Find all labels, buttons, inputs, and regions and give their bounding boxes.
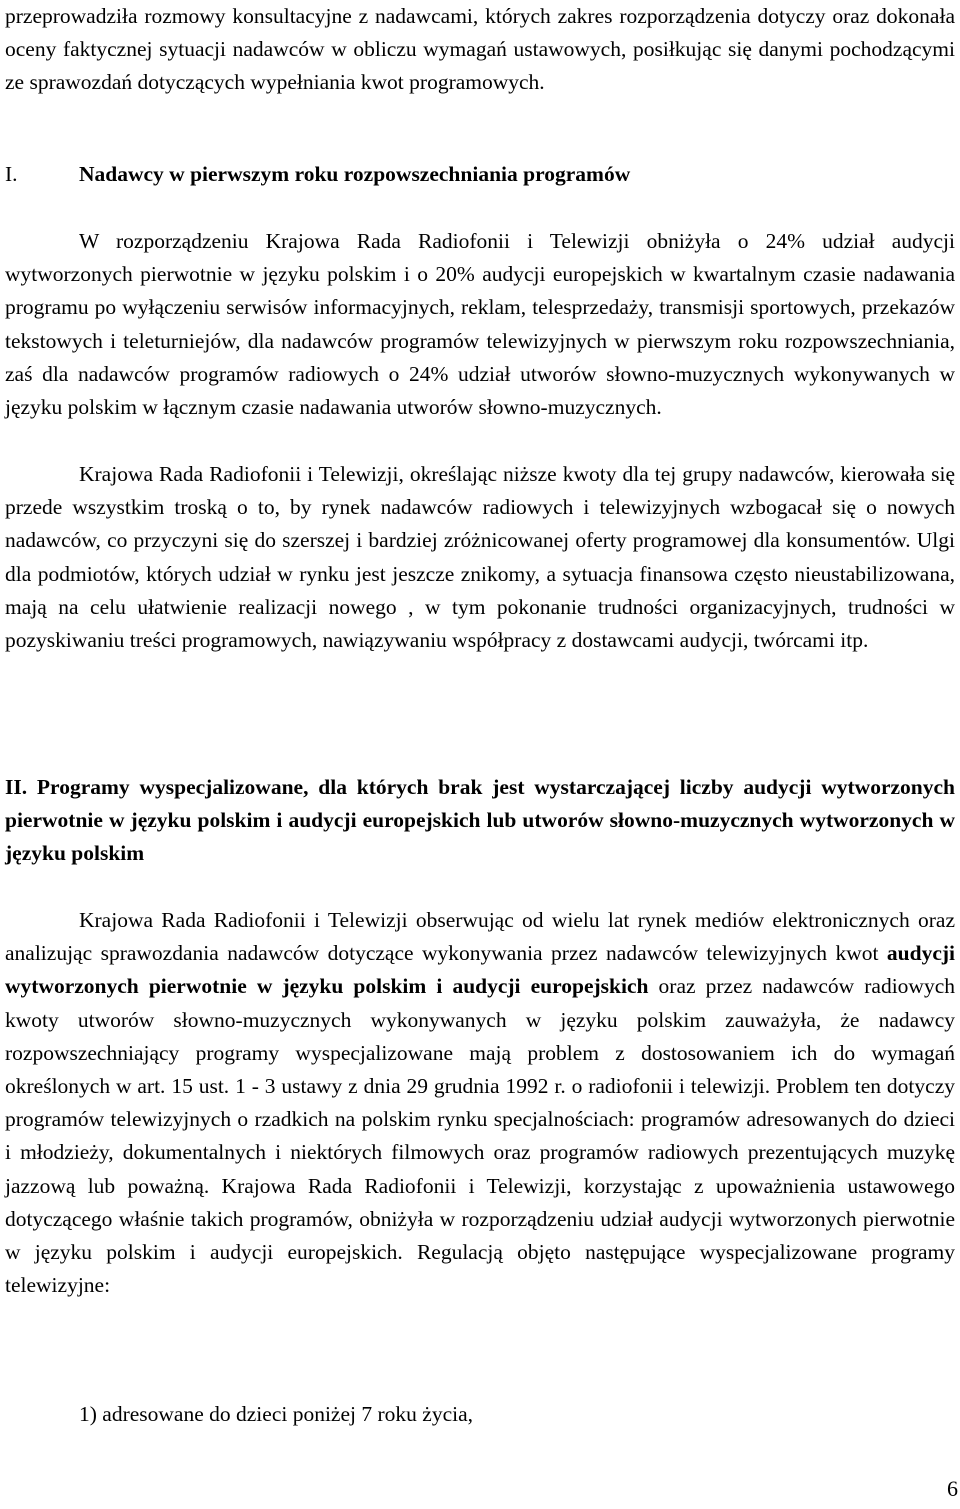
page-number: 6	[947, 1476, 958, 1501]
section-2-p1-bold-text: audycji wytworzonych pierwotnie w języku polskim i audycji europejskich	[5, 941, 955, 999]
list-item: 1) adresowane do dzieci poniżej 7 roku życia,	[79, 1402, 474, 1426]
section-2-paragraph-1	[5, 904, 955, 1302]
section-1-paragraph-2: Krajowa Rada Radiofonii i Telewizji, określając niższe kwoty dla tej grupy nadawców, kierowała się przede wszystkim troską o to, by rynek nadawców radiowych i telewizyjnych wzbogacał się o nowych nadawców, co przyczyni się do szerszej i bardziej zróżnicowanej oferty programowej dla konsumentów. Ulgi dla podmiotów, których udział w rynku jest jeszcze znikomy, a sytuacja finansowa często nieustabilizowana, mają na celu ułatwienie realizacji nowego , w tym pokonanie trudności organizacyjnych, trudności w pozyskiwaniu treści programowych, nawiązywaniu współpracy z dostawcami audycji, twórcami itp.	[5, 462, 955, 653]
section-2-title: Programy wyspecjalizowane, dla których brak jest wystarczającej liczby audycji wytworzonych pierwotnie w języku polskim i audycji europejskich lub utworów słowno-muzycznych wytworzonych w języku polskim	[5, 775, 955, 866]
section-1-heading	[5, 158, 630, 191]
section-1-paragraph-1: W rozporządzeniu Krajowa Rada Radiofonii i Telewizji obniżyła o 24% udział audycji wytworzonych pierwotnie w języku polskim i o 20% audycji europejskich w kwartalnym czasie nadawania programu po wyłączeniu serwisów informacyjnych, reklam, telesprzedaży, transmisji sportowych, przekazów tekstowych i teleturniejów, dla nadawców programów telewizyjnych w pierwszym roku rozpowszechniania, zaś dla nadawców programów radiowych o 24% udział utworów słowno-muzycznych wykonywanych w języku polskim w łącznym czasie nadawania utworów słowno-muzycznych.	[5, 229, 955, 420]
intro-paragraph: przeprowadziła rozmowy konsultacyjne z nadawcami, których zakres rozporządzenia dotyczy oraz dokonała oceny faktycznej sytuacji nadawców w obliczu wymagań ustawowych, posiłkując się danymi pochodzącymi ze sprawozdań dotyczących wypełniania kwot programowych.	[5, 4, 955, 95]
section-2-number: II.	[5, 775, 28, 799]
section-2-p1-text-2: oraz przez nadawców radiowych kwoty utworów słowno-muzycznych wykonywanych w języku polskim zauważyła, że nadawcy rozpowszechniający programy wyspecjalizowane mają problem z dostosowaniem ich do wymagań określonych w art. 15 ust. 1 - 3 ustawy z dnia 29 grudnia 1992 r. o radiofonii i telewizji. Problem ten dotyczy programów telewizyjnych o rzadkich na polskim rynku specjalnościach: programów adresowanych do dzieci i młodzieży, dokumentalnych i niektórych filmowych oraz programów radiowych prezentujących muzykę jazzową lub poważną. Krajowa Rada Radiofonii i Telewizji, korzystając z upoważnienia ustawowego dotyczącego właśnie takich programów, obniżyła w rozporządzeniu udział audycji wytworzonych pierwotnie w języku polskim i audycji europejskich. Regulacją objęto następujące wyspecjalizowane programy telewizyjne:	[5, 974, 955, 1298]
section-1-title: Nadawcy w pierwszym roku rozpowszechniania programów	[79, 162, 631, 186]
section-2-p1-text-1: Krajowa Rada Radiofonii i Telewizji obserwując od wielu lat rynek mediów elektronicznych oraz analizując sprawozdania nadawców dotyczące wykonywania przez nadawców telewizyjnych kwot	[5, 908, 955, 966]
section-2-heading	[5, 771, 955, 871]
section-1-number: I.	[5, 162, 18, 186]
